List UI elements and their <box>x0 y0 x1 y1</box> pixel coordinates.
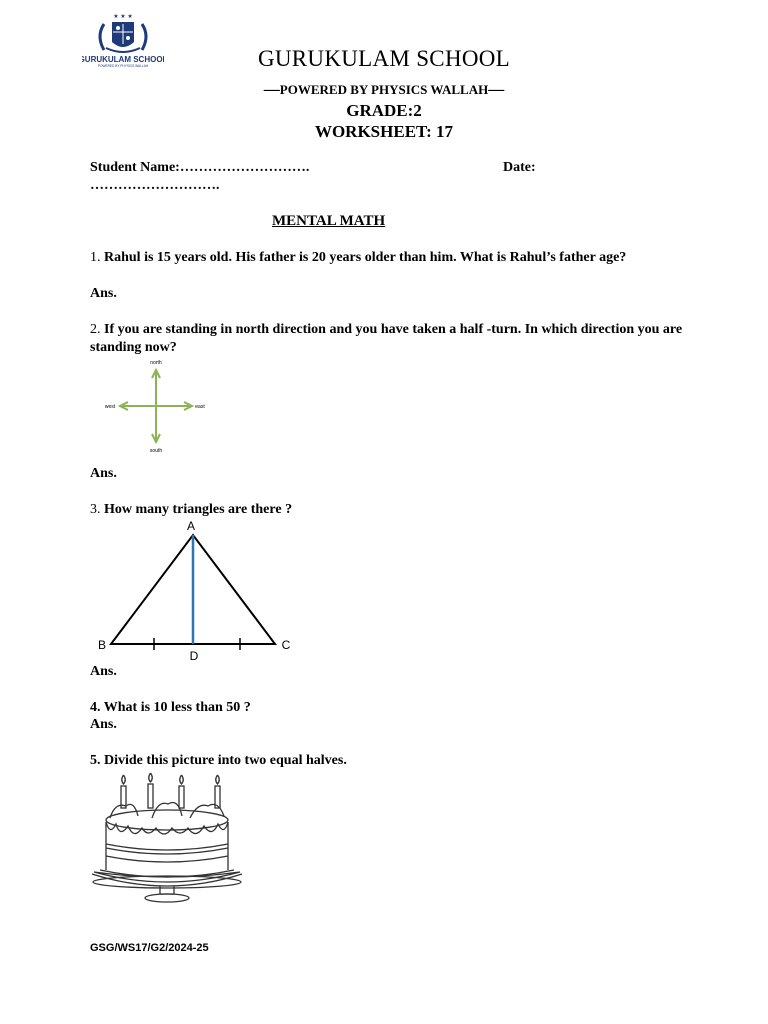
student-name-field: Student Name:………………………. <box>90 160 310 175</box>
vertex-a-label: A <box>186 519 196 533</box>
powered-by-text: POWERED BY PHYSICS WALLAH <box>279 82 489 97</box>
east-label: east <box>195 404 205 410</box>
powered-by: —POWERED BY PHYSICS WALLAH— <box>263 81 505 98</box>
question-4 <box>90 699 690 717</box>
triangle-diagram <box>92 518 302 667</box>
point-d-label: D <box>189 649 199 662</box>
question-5 <box>90 752 690 770</box>
question-number: 5. <box>90 753 101 768</box>
compass-diagram <box>100 358 212 461</box>
section-title: MENTAL MATH <box>272 213 386 229</box>
question-3 <box>90 501 690 519</box>
west-label: west <box>104 404 116 410</box>
answer-label: Ans. <box>90 466 117 481</box>
school-name: GURUKULAM SCHOOL <box>257 46 511 71</box>
cake-picture <box>90 772 245 909</box>
north-label: north <box>150 360 162 366</box>
question-number: 2. <box>90 322 101 337</box>
grade: GRADE:2 <box>346 101 422 120</box>
logo-subtext: POWERED BY PHYSICS WALLAH <box>97 64 149 68</box>
vertex-c-label: C <box>281 638 291 652</box>
question-2 <box>90 321 690 357</box>
vertex-b-label: B <box>97 638 107 652</box>
question-text: What is 10 less than 50 ? <box>103 700 251 715</box>
answer-label: Ans. <box>90 717 117 732</box>
question-number: 1. <box>90 250 101 265</box>
question-text: How many triangles are there ? <box>104 502 293 517</box>
date-label: Date: <box>503 160 536 175</box>
footer-code: GSG/WS17/G2/2024-25 <box>90 942 209 954</box>
question-text: If you are standing in north direction and you have taken a half -turn. In which direction you are standing now? <box>90 322 683 355</box>
answer-label: Ans. <box>90 664 117 679</box>
answer-label: Ans. <box>90 286 117 301</box>
date-dots: ………………………. <box>90 178 220 193</box>
question-text: Rahul is 15 years old. His father is 20 years older than him. What is Rahul’s father age? <box>104 250 627 265</box>
question-text: Divide this picture into two equal halves. <box>104 753 347 768</box>
question-1 <box>90 249 690 267</box>
south-label: south <box>149 448 163 454</box>
svg-text:★ ★ ★: ★ ★ ★ <box>113 14 133 20</box>
logo-text: GURUKULAM SCHOOL <box>82 55 164 64</box>
question-number: 3. <box>90 502 101 517</box>
question-number: 4. <box>90 700 101 715</box>
worksheet-number: WORKSHEET: 17 <box>314 122 454 141</box>
